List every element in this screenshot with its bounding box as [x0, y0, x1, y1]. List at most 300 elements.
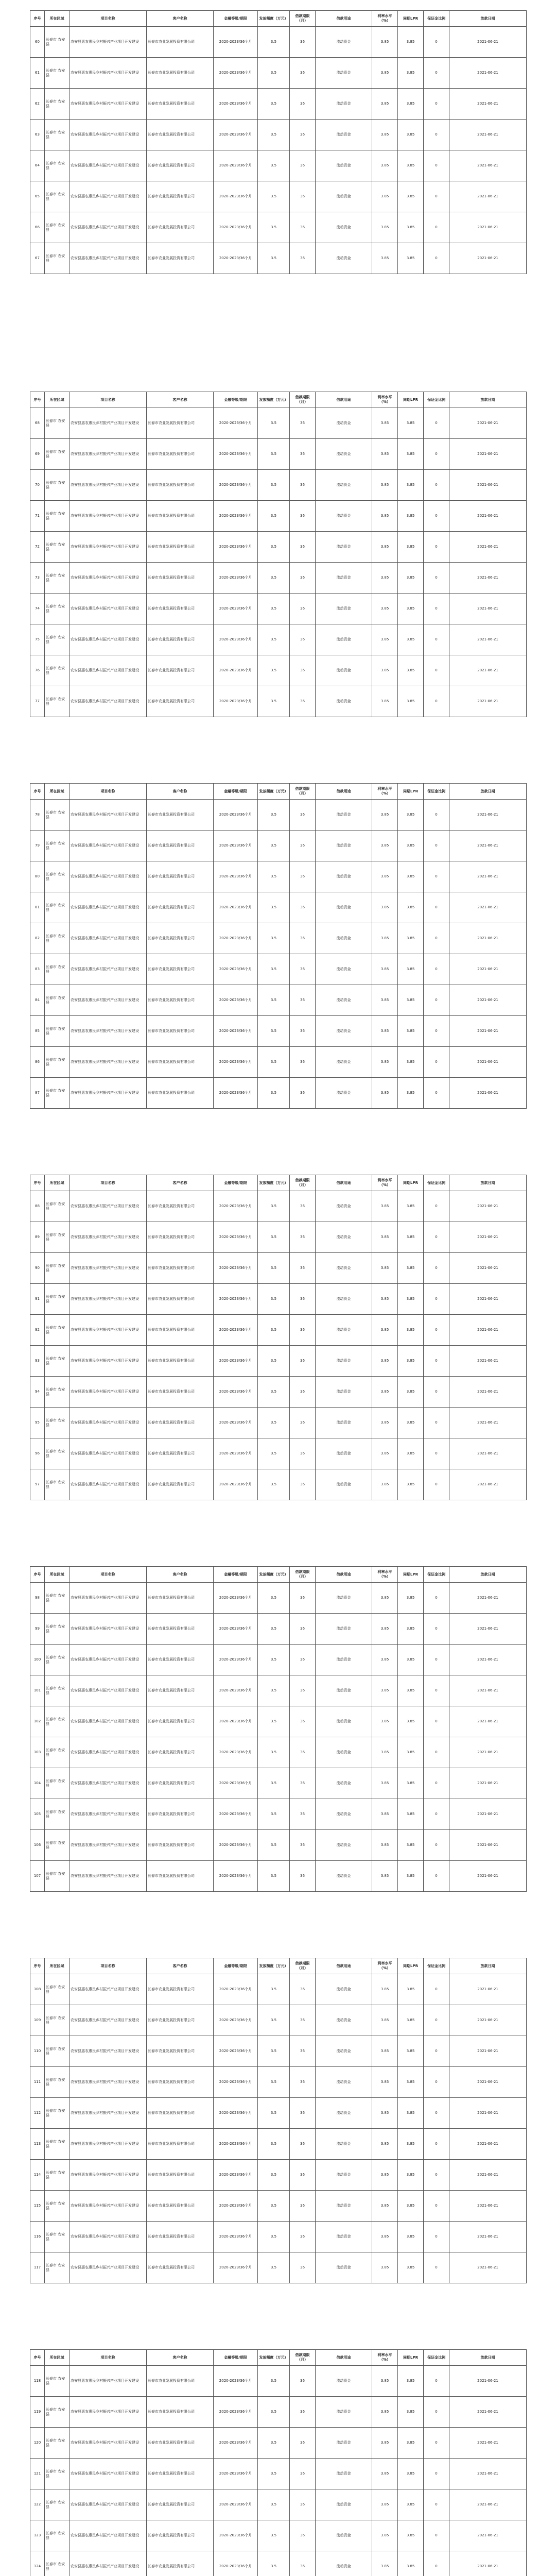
row-number: 103: [30, 1737, 45, 1768]
row-number: 96: [30, 1438, 45, 1469]
table-cell-lpr: 3.85: [398, 1315, 424, 1346]
table-cell-amount: 3.5: [258, 1253, 290, 1284]
row-number: 108: [30, 1974, 45, 2005]
table-cell-purpose: 流动资金: [316, 1222, 372, 1253]
table-header-cell: 放款日期: [449, 11, 527, 27]
table-header-cell: 同期LPR: [398, 784, 424, 800]
table-cell-date: 2021-06-21: [449, 2005, 527, 2036]
table-cell-term: 2020-2023/36个月: [214, 1191, 258, 1222]
table-cell-lpr: 3.85: [398, 1222, 424, 1253]
table-cell-date: 2021-06-21: [449, 1583, 527, 1614]
table-header-cell: 所在区域: [45, 2350, 70, 2366]
table-cell-project: 农安县惠农惠民乡村振兴产业项目开发建设: [70, 1438, 147, 1469]
table-cell-lpr: 3.85: [398, 1377, 424, 1408]
table-header-cell: 借款用途: [316, 1175, 372, 1191]
table-cell-term: 2020-2023/36个月: [214, 1315, 258, 1346]
table-cell-amount: 3.5: [258, 1861, 290, 1892]
table-cell-term: 2020-2023/36个月: [214, 181, 258, 212]
table-cell-term: 2020-2023/36个月: [214, 243, 258, 274]
table-cell-lpr: 3.85: [398, 2366, 424, 2397]
table-cell-months: 36: [290, 1737, 316, 1768]
table-cell-lpr: 3.85: [398, 439, 424, 470]
table-cell-purpose: 流动资金: [316, 831, 372, 861]
table-cell-term: 2020-2023/36个月: [214, 150, 258, 181]
table-cell-term: 2020-2023/36个月: [214, 27, 258, 58]
table-cell-region: 长春市 农安县: [45, 1346, 70, 1377]
table-cell-term: 2020-2023/36个月: [214, 1469, 258, 1500]
table-cell-amount: 3.5: [258, 1438, 290, 1469]
table-cell-region: 长春市 农安县: [45, 1469, 70, 1500]
row-number: 109: [30, 2005, 45, 2036]
table-cell-months: 36: [290, 1408, 316, 1438]
table-row: [30, 1737, 527, 1768]
table-cell-deposit: 0: [424, 923, 449, 954]
table-cell-purpose: 流动资金: [316, 1645, 372, 1675]
table-cell-project: 农安县惠农惠民乡村振兴产业项目开发建设: [70, 1706, 147, 1737]
table-cell-term: 2020-2023/36个月: [214, 1583, 258, 1614]
table-cell-date: 2021-06-21: [449, 1438, 527, 1469]
table-cell-months: 36: [290, 2160, 316, 2191]
table-row: [30, 2551, 527, 2576]
table-row: [30, 2397, 527, 2428]
table-cell-deposit: 0: [424, 2036, 449, 2067]
table-cell-months: 36: [290, 1799, 316, 1830]
table-cell-lpr: 3.85: [398, 2191, 424, 2222]
table-cell-amount: 3.5: [258, 1346, 290, 1377]
table-cell-term: 2020-2023/36个月: [214, 594, 258, 624]
table-cell-deposit: 0: [424, 2191, 449, 2222]
row-number: 122: [30, 2489, 45, 2520]
table-cell-project: 农安县惠农惠民乡村振兴产业项目开发建设: [70, 923, 147, 954]
table-cell-date: 2021-06-21: [449, 2222, 527, 2252]
table-cell-term: 2020-2023/36个月: [214, 2520, 258, 2551]
table-cell-purpose: 流动资金: [316, 2191, 372, 2222]
table-cell-project: 农安县惠农惠民乡村振兴产业项目开发建设: [70, 861, 147, 892]
table-cell-deposit: 0: [424, 1799, 449, 1830]
table-cell-amount: 3.5: [258, 2005, 290, 2036]
table-cell-amount: 3.5: [258, 655, 290, 686]
table-cell-deposit: 0: [424, 831, 449, 861]
table-cell-region: 长春市 农安县: [45, 1737, 70, 1768]
table-row: [30, 2252, 527, 2283]
table-cell-deposit: 0: [424, 1253, 449, 1284]
table-cell-months: 36: [290, 655, 316, 686]
table-cell-client: 长春市农业发展投资有限公司: [147, 2520, 214, 2551]
row-number: 105: [30, 1799, 45, 1830]
table-header-cell: 借款用途: [316, 11, 372, 27]
table-cell-months: 36: [290, 470, 316, 501]
table-cell-lpr: 3.85: [398, 89, 424, 120]
table-cell-client: 长春市农业发展投资有限公司: [147, 2459, 214, 2489]
table-row: [30, 1047, 527, 1078]
table-cell-region: 长春市 农安县: [45, 181, 70, 212]
table-cell-project: 农安县惠农惠民乡村振兴产业项目开发建设: [70, 800, 147, 831]
table-cell-lpr: 3.85: [398, 1253, 424, 1284]
table-cell-project: 农安县惠农惠民乡村振兴产业项目开发建设: [70, 2551, 147, 2576]
table-cell-amount: 3.5: [258, 243, 290, 274]
table-cell-deposit: 0: [424, 439, 449, 470]
table-cell-months: 36: [290, 1315, 316, 1346]
table-cell-region: 长春市 农安县: [45, 1315, 70, 1346]
table-cell-purpose: 流动资金: [316, 89, 372, 120]
table-header-cell: 借款用途: [316, 1567, 372, 1583]
table-cell-months: 36: [290, 861, 316, 892]
table-cell-months: 36: [290, 1078, 316, 1109]
table-cell-date: 2021-06-21: [449, 1078, 527, 1109]
table-cell-date: 2021-06-21: [449, 532, 527, 563]
table-cell-region: 长春市 农安县: [45, 1016, 70, 1047]
table-cell-region: 长春市 农安县: [45, 686, 70, 717]
table-cell-date: 2021-06-21: [449, 501, 527, 532]
table-cell-amount: 3.5: [258, 2067, 290, 2098]
table-cell-rate: 3.85: [372, 1438, 398, 1469]
table-cell-months: 36: [290, 624, 316, 655]
table-cell-rate: 3.85: [372, 831, 398, 861]
table-row: [30, 861, 527, 892]
table-cell-rate: 3.85: [372, 686, 398, 717]
table-cell-project: 农安县惠农惠民乡村振兴产业项目开发建设: [70, 2428, 147, 2459]
table-row: [30, 89, 527, 120]
table-cell-region: 长春市 农安县: [45, 2551, 70, 2576]
table-cell-date: 2021-06-21: [449, 439, 527, 470]
table-header-cell: 金融等级/期限: [214, 2350, 258, 2366]
table-cell-date: 2021-06-21: [449, 1284, 527, 1315]
table-cell-date: 2021-06-21: [449, 150, 527, 181]
table-row: [30, 1346, 527, 1377]
table-cell-region: 长春市 农安县: [45, 1377, 70, 1408]
table-cell-months: 36: [290, 2005, 316, 2036]
table-cell-project: 农安县惠农惠民乡村振兴产业项目开发建设: [70, 89, 147, 120]
table-cell-months: 36: [290, 1469, 316, 1500]
table-cell-months: 36: [290, 1706, 316, 1737]
table-cell-purpose: 流动资金: [316, 408, 372, 439]
table-cell-months: 36: [290, 58, 316, 89]
table-cell-deposit: 0: [424, 89, 449, 120]
table-cell-purpose: 流动资金: [316, 1377, 372, 1408]
table-cell-rate: 3.85: [372, 408, 398, 439]
row-number: 86: [30, 1047, 45, 1078]
table-header-cell: 借款期限（月）: [290, 11, 316, 27]
table-cell-region: 长春市 农安县: [45, 594, 70, 624]
table-cell-region: 长春市 农安县: [45, 831, 70, 861]
table-cell-term: 2020-2023/36个月: [214, 2428, 258, 2459]
table-cell-region: 长春市 农安县: [45, 2520, 70, 2551]
table-cell-project: 农安县惠农惠民乡村振兴产业项目开发建设: [70, 2005, 147, 2036]
table-header-cell: 客户名称: [147, 2350, 214, 2366]
table-cell-client: 长春市农业发展投资有限公司: [147, 2005, 214, 2036]
table-cell-rate: 3.85: [372, 1675, 398, 1706]
table-row: [30, 563, 527, 594]
table-cell-lpr: 3.85: [398, 212, 424, 243]
table-cell-months: 36: [290, 2459, 316, 2489]
table-cell-lpr: 3.85: [398, 985, 424, 1016]
table-cell-client: 长春市农业发展投资有限公司: [147, 120, 214, 150]
table-cell-deposit: 0: [424, 1191, 449, 1222]
table-cell-term: 2020-2023/36个月: [214, 861, 258, 892]
data-table: [30, 1175, 527, 1500]
table-cell-deposit: 0: [424, 2551, 449, 2576]
table-cell-client: 长春市农业发展投资有限公司: [147, 501, 214, 532]
table-row: [30, 1438, 527, 1469]
table-cell-region: 长春市 农安县: [45, 1583, 70, 1614]
table-cell-client: 长春市农业发展投资有限公司: [147, 1222, 214, 1253]
table-header-cell: 借款期限（月）: [290, 2350, 316, 2366]
table-cell-rate: 3.85: [372, 120, 398, 150]
table-header-cell: 借款用途: [316, 1958, 372, 1974]
table-cell-region: 长春市 农安县: [45, 1438, 70, 1469]
table-cell-months: 36: [290, 892, 316, 923]
row-number: 71: [30, 501, 45, 532]
table-cell-months: 36: [290, 243, 316, 274]
table-header-cell: 放款日期: [449, 784, 527, 800]
table-cell-rate: 3.85: [372, 594, 398, 624]
table-cell-lpr: 3.85: [398, 2067, 424, 2098]
table-cell-term: 2020-2023/36个月: [214, 120, 258, 150]
table-row: [30, 1469, 527, 1500]
table-row: [30, 408, 527, 439]
table-cell-deposit: 0: [424, 1706, 449, 1737]
table-cell-client: 长春市农业发展投资有限公司: [147, 624, 214, 655]
row-number: 124: [30, 2551, 45, 2576]
table-header-cell: 发放额度（万元）: [258, 1567, 290, 1583]
table-cell-lpr: 3.85: [398, 150, 424, 181]
table-cell-purpose: 流动资金: [316, 1191, 372, 1222]
table-cell-rate: 3.85: [372, 1016, 398, 1047]
table-cell-region: 长春市 农安县: [45, 624, 70, 655]
table-cell-amount: 3.5: [258, 1799, 290, 1830]
table-cell-term: 2020-2023/36个月: [214, 2129, 258, 2160]
table-cell-purpose: 流动资金: [316, 923, 372, 954]
table-row: [30, 2005, 527, 2036]
table-header-cell: 序号: [30, 2350, 45, 2366]
table-cell-rate: 3.85: [372, 1377, 398, 1408]
table-cell-purpose: 流动资金: [316, 2397, 372, 2428]
table-cell-deposit: 0: [424, 1645, 449, 1675]
table-cell-rate: 3.85: [372, 243, 398, 274]
table-cell-region: 长春市 农安县: [45, 2397, 70, 2428]
table-cell-rate: 3.85: [372, 2160, 398, 2191]
table-cell-rate: 3.85: [372, 1861, 398, 1892]
table-cell-purpose: 流动资金: [316, 58, 372, 89]
table-row: [30, 27, 527, 58]
table-cell-date: 2021-06-21: [449, 800, 527, 831]
table-cell-project: 农安县惠农惠民乡村振兴产业项目开发建设: [70, 27, 147, 58]
table-cell-date: 2021-06-21: [449, 2252, 527, 2283]
table-cell-term: 2020-2023/36个月: [214, 2222, 258, 2252]
table-cell-rate: 3.85: [372, 2129, 398, 2160]
table-cell-months: 36: [290, 408, 316, 439]
table-cell-deposit: 0: [424, 2160, 449, 2191]
table-cell-lpr: 3.85: [398, 2160, 424, 2191]
table-cell-project: 农安县惠农惠民乡村振兴产业项目开发建设: [70, 243, 147, 274]
table-header-cell: 保证金比例: [424, 1175, 449, 1191]
table-cell-project: 农安县惠农惠民乡村振兴产业项目开发建设: [70, 1583, 147, 1614]
table-cell-amount: 3.5: [258, 1737, 290, 1768]
row-number: 81: [30, 892, 45, 923]
table-cell-term: 2020-2023/36个月: [214, 1284, 258, 1315]
row-number: 87: [30, 1078, 45, 1109]
row-number: 83: [30, 954, 45, 985]
table-cell-rate: 3.85: [372, 624, 398, 655]
table-cell-project: 农安县惠农惠民乡村振兴产业项目开发建设: [70, 120, 147, 150]
row-number: 100: [30, 1645, 45, 1675]
table-cell-deposit: 0: [424, 686, 449, 717]
table-cell-date: 2021-06-21: [449, 1706, 527, 1737]
table-cell-client: 长春市农业发展投资有限公司: [147, 1315, 214, 1346]
table-cell-term: 2020-2023/36个月: [214, 954, 258, 985]
table-header-cell: 同期LPR: [398, 2350, 424, 2366]
table-cell-project: 农安县惠农惠民乡村振兴产业项目开发建设: [70, 2098, 147, 2129]
table-cell-date: 2021-06-21: [449, 831, 527, 861]
table-header-cell: 项目名称: [70, 1175, 147, 1191]
table-cell-client: 长春市农业发展投资有限公司: [147, 2129, 214, 2160]
table-cell-region: 长春市 农安县: [45, 892, 70, 923]
table-row: [30, 1768, 527, 1799]
table-cell-lpr: 3.85: [398, 2459, 424, 2489]
row-number: 107: [30, 1861, 45, 1892]
table-cell-project: 农安县惠农惠民乡村振兴产业项目开发建设: [70, 1284, 147, 1315]
table-cell-project: 农安县惠农惠民乡村振兴产业项目开发建设: [70, 2520, 147, 2551]
table-cell-region: 长春市 农安县: [45, 532, 70, 563]
row-number: 84: [30, 985, 45, 1016]
table-header-cell: 利率水平（%）: [372, 1567, 398, 1583]
table-cell-client: 长春市农业发展投资有限公司: [147, 1614, 214, 1645]
table-row: [30, 58, 527, 89]
table-cell-months: 36: [290, 1191, 316, 1222]
table-cell-project: 农安县惠农惠民乡村振兴产业项目开发建设: [70, 2160, 147, 2191]
table-cell-term: 2020-2023/36个月: [214, 1438, 258, 1469]
table-cell-term: 2020-2023/36个月: [214, 2397, 258, 2428]
row-number: 117: [30, 2252, 45, 2283]
table-cell-deposit: 0: [424, 1408, 449, 1438]
table-cell-rate: 3.85: [372, 2067, 398, 2098]
table-cell-rate: 3.85: [372, 1768, 398, 1799]
table-cell-amount: 3.5: [258, 1078, 290, 1109]
table-cell-region: 长春市 农安县: [45, 27, 70, 58]
table-cell-amount: 3.5: [258, 2520, 290, 2551]
table-cell-deposit: 0: [424, 1438, 449, 1469]
table-header-cell: 金融等级/期限: [214, 1567, 258, 1583]
table-header-cell: 利率水平（%）: [372, 11, 398, 27]
table-cell-rate: 3.85: [372, 2036, 398, 2067]
table-header-cell: 客户名称: [147, 1175, 214, 1191]
table-cell-months: 36: [290, 1583, 316, 1614]
table-cell-amount: 3.5: [258, 1706, 290, 1737]
table-row: [30, 1315, 527, 1346]
table-cell-date: 2021-06-21: [449, 1408, 527, 1438]
table-cell-amount: 3.5: [258, 923, 290, 954]
table-cell-project: 农安县惠农惠民乡村振兴产业项目开发建设: [70, 1377, 147, 1408]
table-cell-client: 长春市农业发展投资有限公司: [147, 655, 214, 686]
table-cell-client: 长春市农业发展投资有限公司: [147, 2098, 214, 2129]
table-cell-term: 2020-2023/36个月: [214, 408, 258, 439]
table-cell-date: 2021-06-21: [449, 2397, 527, 2428]
table-cell-project: 农安县惠农惠民乡村振兴产业项目开发建设: [70, 1222, 147, 1253]
table-cell-purpose: 流动资金: [316, 1469, 372, 1500]
table-row: [30, 1408, 527, 1438]
table-cell-client: 长春市农业发展投资有限公司: [147, 2067, 214, 2098]
table-cell-date: 2021-06-21: [449, 985, 527, 1016]
table-cell-client: 长春市农业发展投资有限公司: [147, 532, 214, 563]
table-cell-rate: 3.85: [372, 1614, 398, 1645]
table-cell-amount: 3.5: [258, 470, 290, 501]
table-cell-project: 农安县惠农惠民乡村振兴产业项目开发建设: [70, 1614, 147, 1645]
table-header-cell: 保证金比例: [424, 2350, 449, 2366]
table-cell-project: 农安县惠农惠民乡村振兴产业项目开发建设: [70, 212, 147, 243]
table-cell-term: 2020-2023/36个月: [214, 686, 258, 717]
row-number: 101: [30, 1675, 45, 1706]
table-cell-months: 36: [290, 1861, 316, 1892]
table-row: [30, 2098, 527, 2129]
table-header-cell: 发放额度（万元）: [258, 2350, 290, 2366]
table-cell-deposit: 0: [424, 1861, 449, 1892]
table-cell-purpose: 流动资金: [316, 1315, 372, 1346]
table-cell-purpose: 流动资金: [316, 212, 372, 243]
table-cell-lpr: 3.85: [398, 655, 424, 686]
table-cell-months: 36: [290, 1222, 316, 1253]
table-header-cell: 所在区域: [45, 11, 70, 27]
table-row: [30, 1191, 527, 1222]
table-cell-client: 长春市农业发展投资有限公司: [147, 1346, 214, 1377]
table-cell-deposit: 0: [424, 2252, 449, 2283]
table-cell-deposit: 0: [424, 1284, 449, 1315]
table-cell-project: 农安县惠农惠民乡村振兴产业项目开发建设: [70, 2067, 147, 2098]
table-cell-lpr: 3.85: [398, 1583, 424, 1614]
table-row: [30, 2067, 527, 2098]
table-cell-date: 2021-06-21: [449, 861, 527, 892]
table-cell-lpr: 3.85: [398, 2129, 424, 2160]
table-cell-project: 农安县惠农惠民乡村振兴产业项目开发建设: [70, 1737, 147, 1768]
table-header-cell: 所在区域: [45, 392, 70, 408]
table-cell-purpose: 流动资金: [316, 1284, 372, 1315]
table-header-cell: 客户名称: [147, 392, 214, 408]
table-cell-months: 36: [290, 800, 316, 831]
table-cell-months: 36: [290, 27, 316, 58]
row-number: 62: [30, 89, 45, 120]
table-cell-term: 2020-2023/36个月: [214, 800, 258, 831]
table-cell-date: 2021-06-21: [449, 470, 527, 501]
table-cell-months: 36: [290, 1047, 316, 1078]
table-row: [30, 985, 527, 1016]
row-number: 92: [30, 1315, 45, 1346]
row-number: 91: [30, 1284, 45, 1315]
table-cell-deposit: 0: [424, 1830, 449, 1861]
table-cell-rate: 3.85: [372, 800, 398, 831]
table-cell-date: 2021-06-21: [449, 2160, 527, 2191]
table-cell-project: 农安县惠农惠民乡村振兴产业项目开发建设: [70, 1016, 147, 1047]
table-cell-deposit: 0: [424, 212, 449, 243]
table-header-cell: 金融等级/期限: [214, 392, 258, 408]
table-header-cell: 项目名称: [70, 1567, 147, 1583]
table-cell-amount: 3.5: [258, 2551, 290, 2576]
table-header-cell: 序号: [30, 392, 45, 408]
table-cell-months: 36: [290, 594, 316, 624]
table-row: [30, 501, 527, 532]
table-cell-purpose: 流动资金: [316, 686, 372, 717]
table-row: [30, 1222, 527, 1253]
table-header-cell: 保证金比例: [424, 392, 449, 408]
table-cell-deposit: 0: [424, 1675, 449, 1706]
table-header-cell: 同期LPR: [398, 1958, 424, 1974]
table-cell-lpr: 3.85: [398, 2252, 424, 2283]
table-cell-region: 长春市 农安县: [45, 2252, 70, 2283]
table-cell-region: 长春市 农安县: [45, 243, 70, 274]
table-cell-project: 农安县惠农惠民乡村振兴产业项目开发建设: [70, 1830, 147, 1861]
table-cell-term: 2020-2023/36个月: [214, 923, 258, 954]
table-cell-date: 2021-06-21: [449, 563, 527, 594]
table-cell-project: 农安县惠农惠民乡村振兴产业项目开发建设: [70, 532, 147, 563]
table-cell-purpose: 流动资金: [316, 2520, 372, 2551]
